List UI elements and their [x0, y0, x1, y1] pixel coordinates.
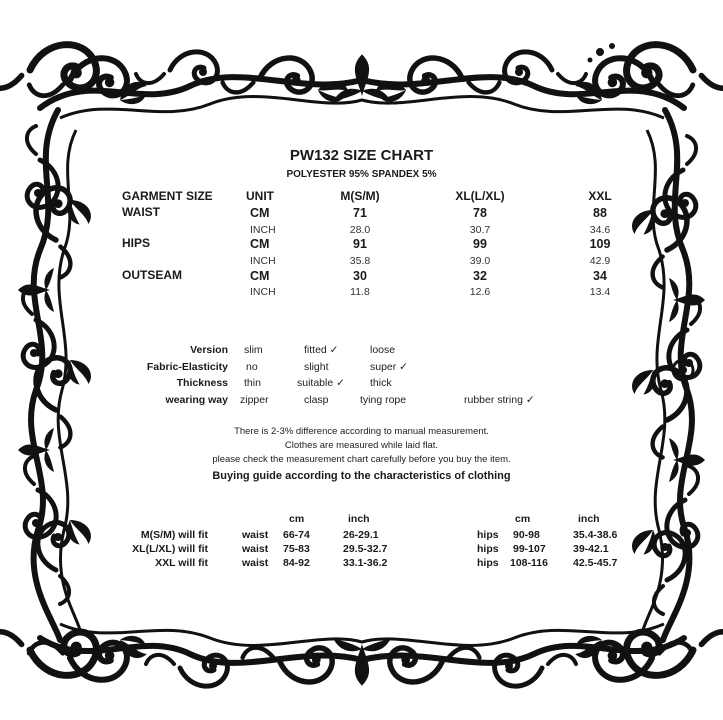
fit-hips-label: hips [477, 543, 499, 555]
row-label-waist: WAIST [122, 205, 160, 219]
table-cell: 32 [473, 269, 487, 283]
table-cell: 99 [473, 237, 487, 251]
char-option: suitable ✓ [297, 377, 345, 389]
frame-bottom [29, 624, 693, 686]
table-cell: 88 [593, 206, 607, 220]
fit-size-label: M(S/M) will fit [140, 529, 208, 541]
char-option: fitted ✓ [304, 344, 339, 356]
char-option: slim [244, 344, 263, 356]
table-cell: 28.0 [349, 224, 371, 236]
table-cell: 12.6 [469, 286, 491, 298]
fit-waist-label: waist [242, 543, 269, 555]
char-option: tying rope [360, 394, 407, 406]
char-option: slight [304, 361, 329, 373]
fit-value: 66-74 [283, 529, 310, 541]
table-cell: 91 [353, 237, 367, 251]
char-option: zipper [240, 394, 269, 406]
unit-inch: INCH [250, 255, 276, 267]
col-header-xl: XL(L/XL) [455, 189, 505, 203]
fit-size-label: XL(L/XL) will fit [132, 543, 208, 555]
col-header-m: M(S/M) [340, 189, 380, 203]
fit-value: 35.4-38.6 [573, 529, 618, 541]
unit-inch: INCH [250, 224, 276, 236]
table-cell: 35.8 [349, 255, 371, 267]
table-cell: 42.9 [589, 255, 611, 267]
table-cell: 39.0 [469, 255, 491, 267]
fit-waist-label: waist [242, 557, 269, 569]
char-label-fabric-elasticity: Fabric-Elasticity [146, 361, 228, 373]
unit-inch: INCH [250, 286, 276, 298]
char-option: clasp [304, 394, 329, 406]
fit-hips-label: hips [477, 557, 499, 569]
note-line: There is 2-3% difference according to manual measurement. [234, 426, 489, 437]
table-cell: 13.4 [589, 286, 611, 298]
table-cell: 30 [353, 269, 367, 283]
table-cell: 71 [353, 206, 367, 220]
material-line: POLYESTER 95% SPANDEX 5% [286, 169, 437, 180]
fit-waist-label: waist [242, 529, 269, 541]
char-option: super ✓ [370, 361, 408, 373]
unit-cm: CM [250, 206, 270, 220]
table-cell: 11.8 [350, 286, 370, 298]
fit-header-inch: inch [578, 513, 600, 525]
row-label-outseam: OUTSEAM [122, 268, 182, 282]
fit-value: 26-29.1 [343, 529, 379, 541]
char-option: rubber string ✓ [464, 394, 535, 406]
char-option: thick [370, 377, 392, 389]
table-cell: 109 [589, 237, 611, 251]
fit-header-cm: cm [515, 513, 531, 525]
frame-corners [0, 45, 723, 676]
col-header-garment-size: GARMENT SIZE [122, 189, 213, 203]
char-option: loose [370, 344, 396, 356]
char-label-thickness: Thickness [176, 377, 228, 389]
note-line: please check the measurement chart carefully before you buy the item. [212, 454, 511, 465]
fit-value: 84-92 [283, 557, 310, 569]
table-cell: 78 [473, 206, 487, 220]
fit-hips-label: hips [477, 529, 499, 541]
fit-value: 42.5-45.7 [573, 557, 618, 569]
fit-value: 39-42.1 [573, 543, 609, 555]
char-option: no [246, 361, 258, 373]
fit-size-label: XXL will fit [155, 557, 208, 569]
char-label-wearing-way: wearing way [165, 394, 228, 406]
row-label-hips: HIPS [122, 236, 151, 250]
fit-header-cm: cm [289, 513, 305, 525]
unit-cm: CM [250, 269, 270, 283]
table-cell: 34.6 [589, 224, 611, 236]
frame-top [29, 43, 693, 118]
table-cell: 34 [593, 269, 607, 283]
table-cell: 30.7 [469, 224, 491, 236]
col-header-unit: UNIT [246, 189, 274, 203]
note-line: Clothes are measured while laid flat. [284, 440, 439, 451]
page-title: PW132 SIZE CHART [289, 147, 434, 164]
unit-cm: CM [250, 237, 270, 251]
fit-header-inch: inch [348, 513, 370, 525]
fit-value: 108-116 [510, 557, 548, 569]
fit-value: 90-98 [513, 529, 540, 541]
char-option: thin [244, 377, 261, 389]
char-label-version: Version [190, 344, 228, 356]
col-header-xxl: XXL [588, 189, 612, 203]
buying-guide-title: Buying guide according to the characteristics of clothing [212, 470, 511, 482]
fit-value: 99-107 [513, 543, 546, 555]
fit-value: 33.1-36.2 [343, 557, 388, 569]
fit-value: 29.5-32.7 [343, 543, 388, 555]
fit-value: 75-83 [283, 543, 310, 555]
